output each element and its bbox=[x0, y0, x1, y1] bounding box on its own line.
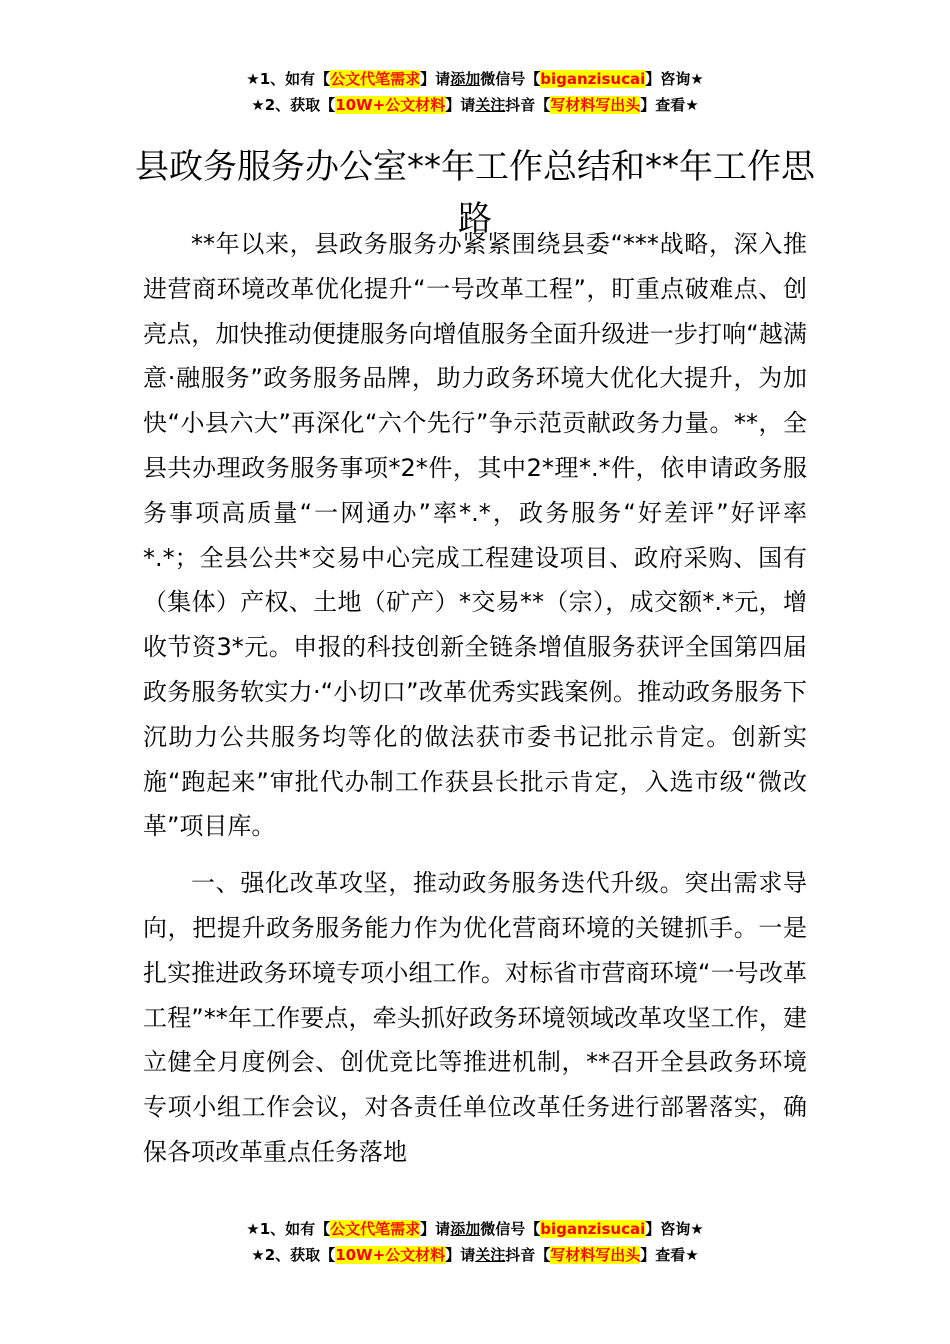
banner-text: ★2、获取【 bbox=[251, 1246, 336, 1264]
banner-text: ★1、如有【 bbox=[246, 70, 331, 88]
banner-highlight: 公文代笔需求 bbox=[330, 70, 421, 88]
banner-highlight: 10W+公文材料 bbox=[335, 96, 446, 114]
banner-highlight: 写材料写出头 bbox=[550, 96, 641, 114]
banner-line-1 bbox=[0, 1216, 950, 1242]
banner-highlight: 公文代笔需求 bbox=[330, 1220, 421, 1238]
banner-underline: 添加 bbox=[450, 70, 481, 88]
banner-line-2 bbox=[0, 92, 950, 118]
banner-text: 微信号【 bbox=[480, 1220, 541, 1238]
paragraph-section-1: 一、强化改革攻坚，推动政务服务迭代升级。突出需求导向，把提升政务服务能力作为优化营商环境的关键抓手。一是扎实推进政务环境专项小组工作。对标省市营商环境“一号改革工程”**年工作要点，牵头抓好政务环境领域改革攻坚工作，建立健全月度例会、创优竞比等推进机制，**召开全县政务环境专项小组工作会议，对各责任单位改革任务进行部署落实，确保各项改革重点任务落地 bbox=[143, 869, 807, 1166]
banner-line-2 bbox=[0, 1242, 950, 1268]
banner-underline: 关注 bbox=[475, 1246, 506, 1264]
banner-highlight: biganzisucai bbox=[540, 70, 646, 88]
paragraph-intro: **年以来，县政务服务办紧紧围绕县委“***战略，深入推进营商环境改革优化提升“一号改革工程”，盯重点破难点、创亮点，加快推动便捷服务向增值服务全面升级进一步打响“越满意·融服务”政务服务品牌，助力政务环境大优化大提升，为加快“小县六大”再深化“六个先行”争示范贡献政务力量。**，全县共办理政务服务事项*2*件，其中2*理*.*件，依申请政务服务事项高质量“一网通办”率*.*，政务服务“好差评”好评率*.*；全县公共*交易中心完成工程建设项目、政府采购、国有（集体）产权、土地（矿产）*交易**（宗），成交额*.*元，增收节资3*元。申报的科技创新全链条增值服务获评全国第四届政务服务软实力·“小切口”改革优秀实践案例。推动政务服务下沉助力公共服务均等化的做法获市委书记批示肯定。创新实施“跑起来”审批代办制工作获县长批示肯定，入选市级“微改革”项目库。 bbox=[143, 230, 807, 841]
banner-highlight: biganzisucai bbox=[540, 1220, 646, 1238]
banner-underline: 关注 bbox=[475, 96, 506, 114]
banner-line-1 bbox=[0, 66, 950, 92]
banner-underline: 添加 bbox=[450, 1220, 481, 1238]
banner-text: 】请 bbox=[420, 1220, 451, 1238]
banner-text: 】查看★ bbox=[640, 96, 699, 114]
banner-text: 抖音【 bbox=[505, 1246, 551, 1264]
banner-text: 】咨询★ bbox=[645, 70, 704, 88]
banner-text: 】请 bbox=[445, 1246, 476, 1264]
banner-text: 】查看★ bbox=[640, 1246, 699, 1264]
banner-highlight: 10W+公文材料 bbox=[335, 1246, 446, 1264]
banner-text: 】咨询★ bbox=[645, 1220, 704, 1238]
banner-text: ★1、如有【 bbox=[246, 1220, 331, 1238]
footer-banner bbox=[0, 1216, 950, 1268]
banner-text: ★2、获取【 bbox=[251, 96, 336, 114]
document-title: 县政务服务办公室**年工作总结和**年工作思路 bbox=[135, 146, 815, 239]
banner-highlight: 写材料写出头 bbox=[550, 1246, 641, 1264]
banner-text: 抖音【 bbox=[505, 96, 551, 114]
header-banner bbox=[0, 66, 950, 118]
banner-text: 微信号【 bbox=[480, 70, 541, 88]
banner-text: 】请 bbox=[420, 70, 451, 88]
banner-text: 】请 bbox=[445, 96, 476, 114]
document-body bbox=[143, 222, 807, 1187]
